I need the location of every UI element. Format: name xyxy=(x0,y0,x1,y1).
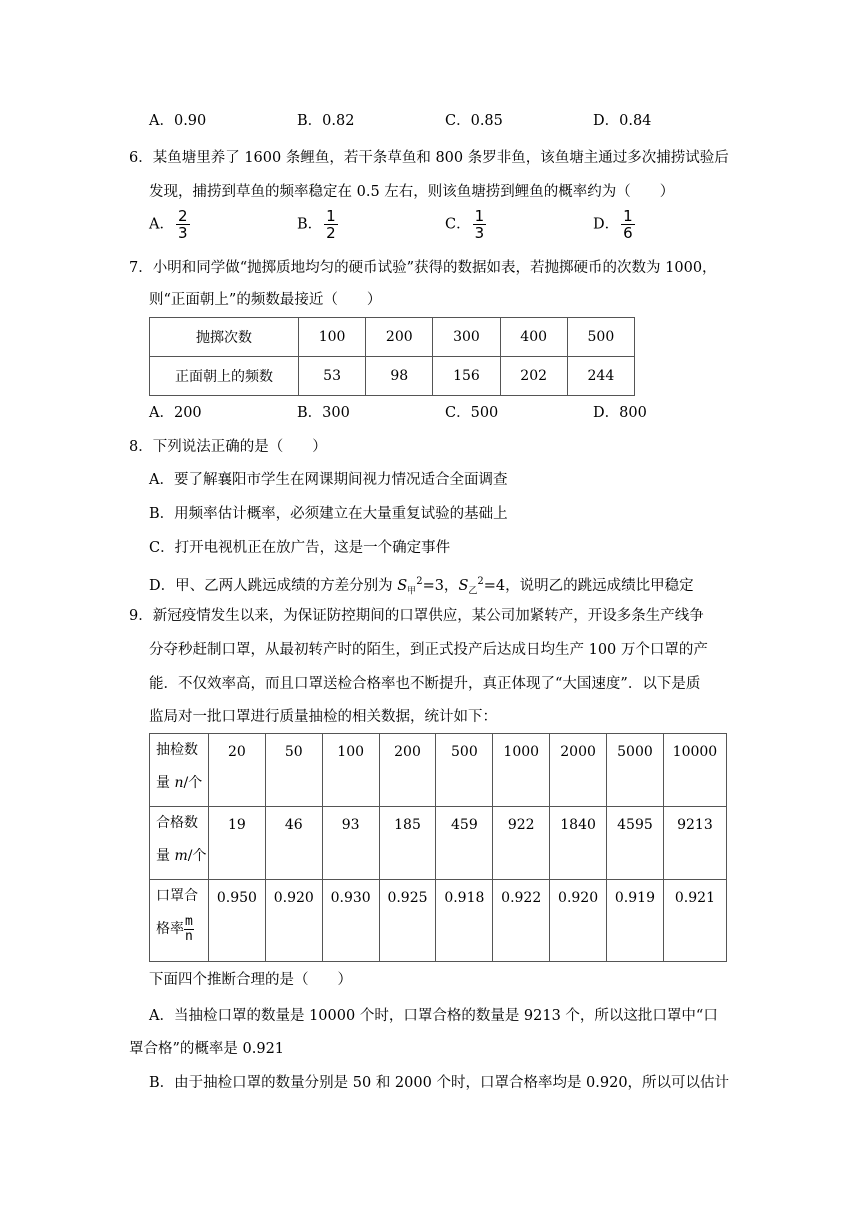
table-cell: 0.920 xyxy=(265,880,322,962)
q6-stem-line2: 发现，捕捞到草鱼的频率稳定在 0.5 左右，则该鱼塘捞到鲤鱼的概率约为（ ） xyxy=(149,184,675,200)
table-cell: 46 xyxy=(265,807,322,880)
table-row-header: 抛掷次数 xyxy=(150,318,299,357)
table-cell: 93 xyxy=(322,807,379,880)
fraction-denominator: n xyxy=(185,928,193,944)
q7-stem-line1: 7．小明和同学做“抛掷质地均匀的硬币试验”获得的数据如表，若抛掷硬币的次数为 1000， xyxy=(129,260,717,276)
table-cell: 19 xyxy=(209,807,266,880)
row-label-line2 xyxy=(156,767,208,800)
fraction-denominator: 6 xyxy=(623,224,633,242)
row-label-line2 xyxy=(156,913,208,946)
table-cell: 500 xyxy=(567,318,634,357)
variance-jia-value: =3， xyxy=(422,577,459,594)
table-cell: 156 xyxy=(433,357,500,396)
table-row xyxy=(150,318,635,357)
variance-yi-value: =4，说明乙的跳远成绩比甲稳定 xyxy=(483,577,694,594)
fraction-numerator: 1 xyxy=(623,207,633,225)
q6-option-c-label: C． xyxy=(445,216,471,233)
q9-option-a-line2: 罩合格”的概率是 0.921 xyxy=(129,1041,285,1057)
table-row xyxy=(150,734,727,807)
q5-option-a: A．0.90 xyxy=(149,113,207,129)
table-cell: 100 xyxy=(299,318,366,357)
table-cell: 100 xyxy=(322,734,379,807)
q6-option-a-fraction xyxy=(176,208,190,241)
q9-stem-line1: 9．新冠疫情发生以来，为保证防控期间的口罩供应，某公司加紧转产，开设多条生产线争 xyxy=(129,608,704,624)
row-label-line1: 口罩合 xyxy=(156,888,198,904)
table-cell: 0.920 xyxy=(550,880,607,962)
table-cell: 202 xyxy=(500,357,567,396)
table-cell: 0.930 xyxy=(322,880,379,962)
row-label-line2 xyxy=(156,840,208,873)
table-cell: 50 xyxy=(265,734,322,807)
fraction-numerator: 1 xyxy=(474,207,485,225)
table-cell: 0.918 xyxy=(436,880,493,962)
table-cell: 5000 xyxy=(607,734,664,807)
q6-option-d xyxy=(593,208,635,241)
variable-n: n xyxy=(174,775,184,791)
table-cell: 1840 xyxy=(550,807,607,880)
table-cell: 0.919 xyxy=(607,880,664,962)
row-label-line1: 合格数 xyxy=(156,815,198,831)
table-cell: 185 xyxy=(379,807,436,880)
table-cell: 0.922 xyxy=(493,880,550,962)
q8-option-a: A．要了解襄阳市学生在网课期间视力情况适合全面调查 xyxy=(149,472,508,488)
q9-stem-line4: 监局对一批口罩进行质量抽检的相关数据，统计如下： xyxy=(149,709,497,725)
label-text: 量 xyxy=(156,775,175,791)
q6-option-c-fraction xyxy=(473,208,487,241)
table-cell: 500 xyxy=(436,734,493,807)
table-cell: 244 xyxy=(567,357,634,396)
fraction-denominator: 3 xyxy=(177,224,188,242)
table-row-header xyxy=(150,734,209,807)
q6-option-d-fraction xyxy=(621,208,635,241)
row-label-line1: 抽检数 xyxy=(156,742,198,758)
table-cell: 459 xyxy=(436,807,493,880)
q6-option-a-label: A． xyxy=(149,216,174,233)
table-cell: 20 xyxy=(209,734,266,807)
q5-option-d: D．0.84 xyxy=(593,113,652,129)
fraction-numerator: m xyxy=(185,913,193,929)
label-unit: /个 xyxy=(183,775,203,791)
table-cell: 4595 xyxy=(607,807,664,880)
variable-m: m xyxy=(174,848,188,864)
subscript-yi: 乙 xyxy=(468,586,478,597)
variance-symbol: S xyxy=(458,577,469,594)
superscript-two: 2 xyxy=(477,576,484,587)
table-row-header xyxy=(150,880,209,962)
fraction-denominator: 2 xyxy=(326,224,336,242)
q6-option-b xyxy=(297,208,338,241)
table-cell: 400 xyxy=(500,318,567,357)
q6-stem-line1: 6．某鱼塘里养了 1600 条鲤鱼，若干条草鱼和 800 条罗非鱼，该鱼塘主通过多次捕捞试验后 xyxy=(129,150,729,166)
q8-option-d-prefix: D．甲、乙两人跳远成绩的方差分别为 xyxy=(149,577,393,594)
q7-option-c: C．500 xyxy=(445,405,499,421)
q9-inspection-table xyxy=(149,733,727,962)
table-cell: 9213 xyxy=(663,807,726,880)
q9-stem-line2: 分夺秒赶制口罩，从最初转产时的陌生，到正式投产后达成日均生产 100 万个口罩的产 xyxy=(149,642,708,658)
table-row-header: 正面朝上的频数 xyxy=(150,357,299,396)
label-unit: /个 xyxy=(187,848,207,864)
table-row xyxy=(150,807,727,880)
q9-option-a-line1: A．当抽检口罩的数量是 10000 个时，口罩合格的数量是 9213 个，所以这批口罩中“口 xyxy=(149,1008,718,1024)
table-cell: 922 xyxy=(493,807,550,880)
table-cell: 98 xyxy=(366,357,433,396)
q7-coin-table xyxy=(149,317,635,396)
q6-option-b-fraction xyxy=(324,208,338,241)
variance-symbol: S xyxy=(397,577,408,594)
q6-option-c xyxy=(445,208,486,241)
q9-stem-line3: 能．不仅效率高，而且口罩送检合格率也不断提升，真正体现了“大国速度”．以下是质 xyxy=(149,676,701,692)
table-row xyxy=(150,880,727,962)
q7-stem-line2: 则“正面朝上”的频数最接近（ ） xyxy=(149,292,382,308)
table-cell: 0.921 xyxy=(663,880,726,962)
table-row xyxy=(150,357,635,396)
q6-option-d-label: D． xyxy=(593,216,620,233)
q5-option-c: C．0.85 xyxy=(445,113,503,129)
table-cell: 0.950 xyxy=(209,880,266,962)
q7-option-b: B．300 xyxy=(297,405,350,421)
subscript-jia: 甲 xyxy=(407,586,417,597)
q8-stem: 8．下列说法正确的是（ ） xyxy=(129,439,327,455)
q7-option-a: A．200 xyxy=(149,405,202,421)
table-row-header xyxy=(150,807,209,880)
table-cell: 53 xyxy=(299,357,366,396)
fraction-numerator: 2 xyxy=(177,207,188,225)
q6-option-b-label: B． xyxy=(297,216,323,233)
fraction-numerator: 1 xyxy=(326,207,336,225)
table-cell: 2000 xyxy=(550,734,607,807)
q8-option-d xyxy=(149,572,694,602)
label-text: 量 xyxy=(156,848,175,864)
table-cell: 200 xyxy=(379,734,436,807)
table-cell: 300 xyxy=(433,318,500,357)
q8-option-b: B．用频率估计概率，必须建立在大量重复试验的基础上 xyxy=(149,506,508,522)
q7-option-d: D．800 xyxy=(593,405,647,421)
q9-option-b-line1: B．由于抽检口罩的数量分别是 50 和 2000 个时，口罩合格率均是 0.920，所以可以估计 xyxy=(149,1075,730,1091)
q9-question: 下面四个推断合理的是（ ） xyxy=(149,972,352,988)
q5-option-b: B．0.82 xyxy=(297,113,355,129)
table-cell: 200 xyxy=(366,318,433,357)
q8-option-c: C．打开电视机正在放广告，这是一个确定事件 xyxy=(149,540,451,556)
table-cell: 0.925 xyxy=(379,880,436,962)
table-cell: 10000 xyxy=(663,734,726,807)
label-text: 格率 xyxy=(156,921,184,937)
table-cell: 1000 xyxy=(493,734,550,807)
q6-option-a xyxy=(149,208,190,241)
superscript-two: 2 xyxy=(416,576,423,587)
fraction-denominator: 3 xyxy=(474,224,485,242)
pass-rate-fraction xyxy=(184,915,194,944)
